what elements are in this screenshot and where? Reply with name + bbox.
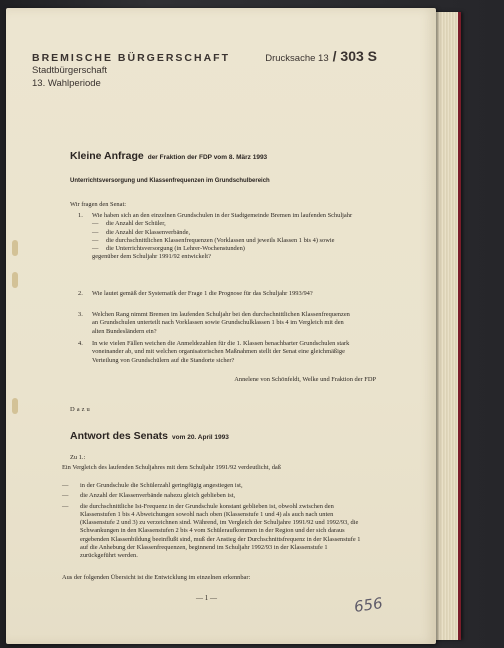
drucksache-reference — [265, 48, 377, 64]
punch-hole — [12, 398, 18, 414]
question-number: 2. — [78, 290, 83, 297]
inquiry-intro: Wir fragen den Senat: — [70, 201, 126, 208]
answer-section-label: Zu 1.: — [70, 454, 86, 461]
inquiry-title: Kleine Anfrage — [70, 150, 144, 162]
answer-intro: Ein Vergleich des laufenden Schuljahres mit dem Schuljahr 1991/92 verdeutlicht, daß — [62, 464, 281, 471]
question-3 — [70, 311, 355, 336]
inquiry-subject: Unterrichtsversorgung und Klassenfrequenzen im Grundschulbereich — [70, 178, 270, 184]
list-item: — die Anzahl der Klassenverbände nahezu gleich geblieben ist, — [62, 492, 362, 500]
list-item: — die Anzahl der Klassenverbände, — [92, 229, 355, 237]
punch-hole — [12, 272, 18, 288]
drucksache-number: / 303 S — [332, 48, 377, 64]
page-number: — 1 — — [196, 594, 217, 602]
signature: Annelene von Schönfeldt, Welke und Fraktion der FDP — [234, 376, 376, 383]
punch-hole — [12, 240, 18, 256]
dazu-label: Dazu — [70, 406, 92, 413]
question-text-end: gegenüber dem Schuljahr 1991/92 entwickelt? — [92, 253, 211, 261]
legislative-period: 13. Wahlperiode — [32, 78, 101, 89]
answer-title: Antwort des Senats — [70, 430, 169, 442]
question-2 — [70, 290, 355, 298]
list-item: — die Unterrichtsversorgung (in Lehrer-Wochenstunden) — [92, 245, 355, 253]
drucksache-label: Drucksache 13 — [265, 53, 329, 64]
list-item: — in der Grundschule die Schülerzahl geringfügig angestiegen ist, — [62, 482, 362, 490]
organization-name: BREMISCHE BÜRGERSCHAFT — [32, 52, 231, 64]
organization-subtitle: Stadtbürgerschaft — [32, 65, 107, 76]
document-page — [6, 8, 436, 644]
inquiry-heading — [70, 150, 267, 162]
inquiry-date: der Fraktion der FDP vom 8. März 1993 — [147, 154, 268, 161]
question-text: Wie lautet gemäß der Systematik der Frage 1 die Prognose für das Schuljahr 1993/94? — [92, 290, 313, 297]
list-item: — die durchschnittlichen Klassenfrequenzen (Vorklassen und jeweils Klassen 1 bis 4) sowie — [92, 237, 355, 245]
list-item: — die durchschnittliche Ist-Frequenz in der Grundschule konstant geblieben ist, obwohl zwischen den Klassenstufen 1 bis 4 Abweichungen sowohl nach oben (Klassenstufe 1 und 4) als auch nach unten (Klassenstufe 2 und 3) zu verzeichnen sind. Während, im Vergleich der Schuljahre 1991/92 und 1992/93, die Schwankungen in den Klassenstufen 2 bis 4 vom Schüleraufkommen in der Region und der sich daraus ergebenden Klassenbildung beeinflußt sind, muß der Anstieg der Durchschnittsfrequenz in der Klassenstufe 1 auf die Anhebung der Klassenfrequenzen, beginnend im Schuljahr 1992/93 in der Klassenstufe 1 zurückgeführt werden. — [62, 503, 362, 561]
handwritten-number: 656 — [352, 594, 384, 616]
answer-heading — [70, 430, 229, 442]
question-number: 1. — [78, 212, 83, 219]
answer-date: vom 20. April 1993 — [172, 434, 229, 441]
question-number: 3. — [78, 311, 83, 318]
question-4 — [70, 340, 355, 365]
answer-outro: Aus der folgenden Übersicht ist die Entwicklung im einzelnen erkennbar: — [62, 574, 251, 581]
document-header — [32, 48, 377, 90]
list-item: — die Anzahl der Schüler, — [92, 220, 355, 228]
question-number: 4. — [78, 340, 83, 347]
answer-list — [62, 482, 362, 561]
question-1 — [70, 212, 355, 262]
question-text: Welchen Rang nimmt Bremen im laufenden Schuljahr bei den durchschnittlichen Klassenfrequenzen an Grundschulen unterteilt nach Vorklassen sowie Grundschulklassen 1 bis 4 im Vergleich mit den alten Bundesländern ein? — [92, 311, 350, 335]
question-text: In wie vielen Fällen weichen die Anmeldezahlen für die 1. Klassen benachbarter Grundschulen stark voneinander ab, und mit welchen organisatorischen Maßnahmen stellt der Senat eine gleichmäßige Verteilung von Grundschülern auf die Standorte sicher? — [92, 340, 350, 364]
question-text: Wie haben sich an den einzelnen Grundschulen in der Stadtgemeinde Bremen im laufenden Schuljahr — [92, 212, 353, 219]
